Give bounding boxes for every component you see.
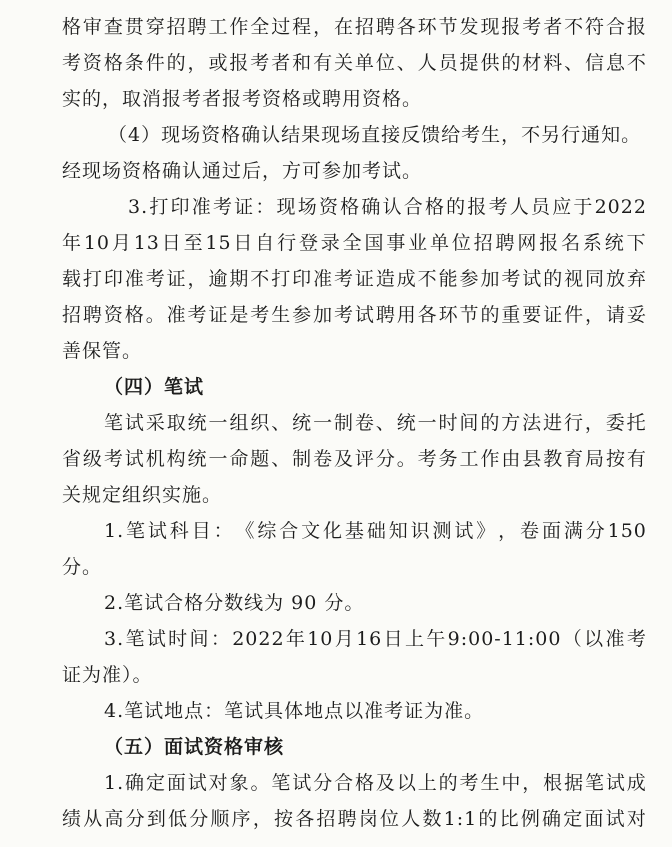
text-line: 善保管。 [62,340,143,362]
text-line: 3. 笔 试 时 间 ： 2022 年 10 月 16 日 上 午 9:00-11:00 （ 以 准 考 [104,628,647,650]
section-heading: （四）笔试 [104,376,205,398]
text-line: 3. 打 印 准 考 证 ： 现 场 资 格 确 认 合 格 的 报 考 人 员 应 于 2022 [128,196,647,218]
text-line: 实的，取消报考者报考资格或聘用资格。 [62,88,423,110]
text-line: 绩 从 高 分 到 低 分 顺 序 ， 按 各 招 聘 岗 位 人 数 1:1 的 比 例 确 定 面 试 对 [62,808,647,830]
text-line: 4.笔试地点：笔试具体地点以准考证为准。 [104,700,485,722]
text-line: 考 资 格 条 件 的 ， 或 报 考 者 和 有 关 单 位 、 人 员 提 供 的 材 料 、 信 息 不 [62,52,647,74]
text-line: 经现场资格确认通过后，方可参加考试。 [62,160,423,182]
text-line: 分。 [62,556,103,578]
text-line: 年 10 月 13 日 至 15 日 自 行 登 录 全 国 事 业 单 位 招 聘 网 报 名 系 统 下 [62,232,647,254]
text-line: 载 打 印 准 考 证 ， 逾 期 不 打 印 准 考 证 造 成 不 能 参 加 考 试 的 视 同 放 弃 [62,268,647,290]
text-line: 关规定组织实施。 [62,484,223,506]
text-line: 1. 确 定 面 试 对 象 。 笔 试 分 合 格 及 以 上 的 考 生 中 ， 根 据 笔 试 成 [104,772,647,794]
text-line: 格 审 查 贯 穿 招 聘 工 作 全 过 程 ， 在 招 聘 各 环 节 发 现 报 考 者 不 符 合 报 [62,16,647,38]
section-heading: （五）面试资格审核 [104,736,285,758]
text-line: （4）现场资格确认结果现场直接反馈给考生，不另行通知。 [108,124,642,146]
text-line: 1. 笔 试 科 目 ： 《 综 合 文 化 基 础 知 识 测 试 》 ， 卷 面 满 分 150 [104,520,647,542]
text-line: 招 聘 资 格 。 准 考 证 是 考 生 参 加 考 试 聘 用 各 环 节 的 重 要 证 件 ， 请 妥 [62,304,647,326]
text-line: 省 级 考 试 机 构 统 一 命 题 、 制 卷 及 评 分 。 考 务 工 作 由 县 教 育 局 按 有 [62,448,647,470]
text-line: 证为准）。 [62,664,153,686]
text-line: 笔 试 采 取 统 一 组 织 、 统 一 制 卷 、 统 一 时 间 的 方 法 进 行 ， 委 托 [104,412,647,434]
text-line: 2.笔试合格分数线为 90 分。 [104,592,365,614]
